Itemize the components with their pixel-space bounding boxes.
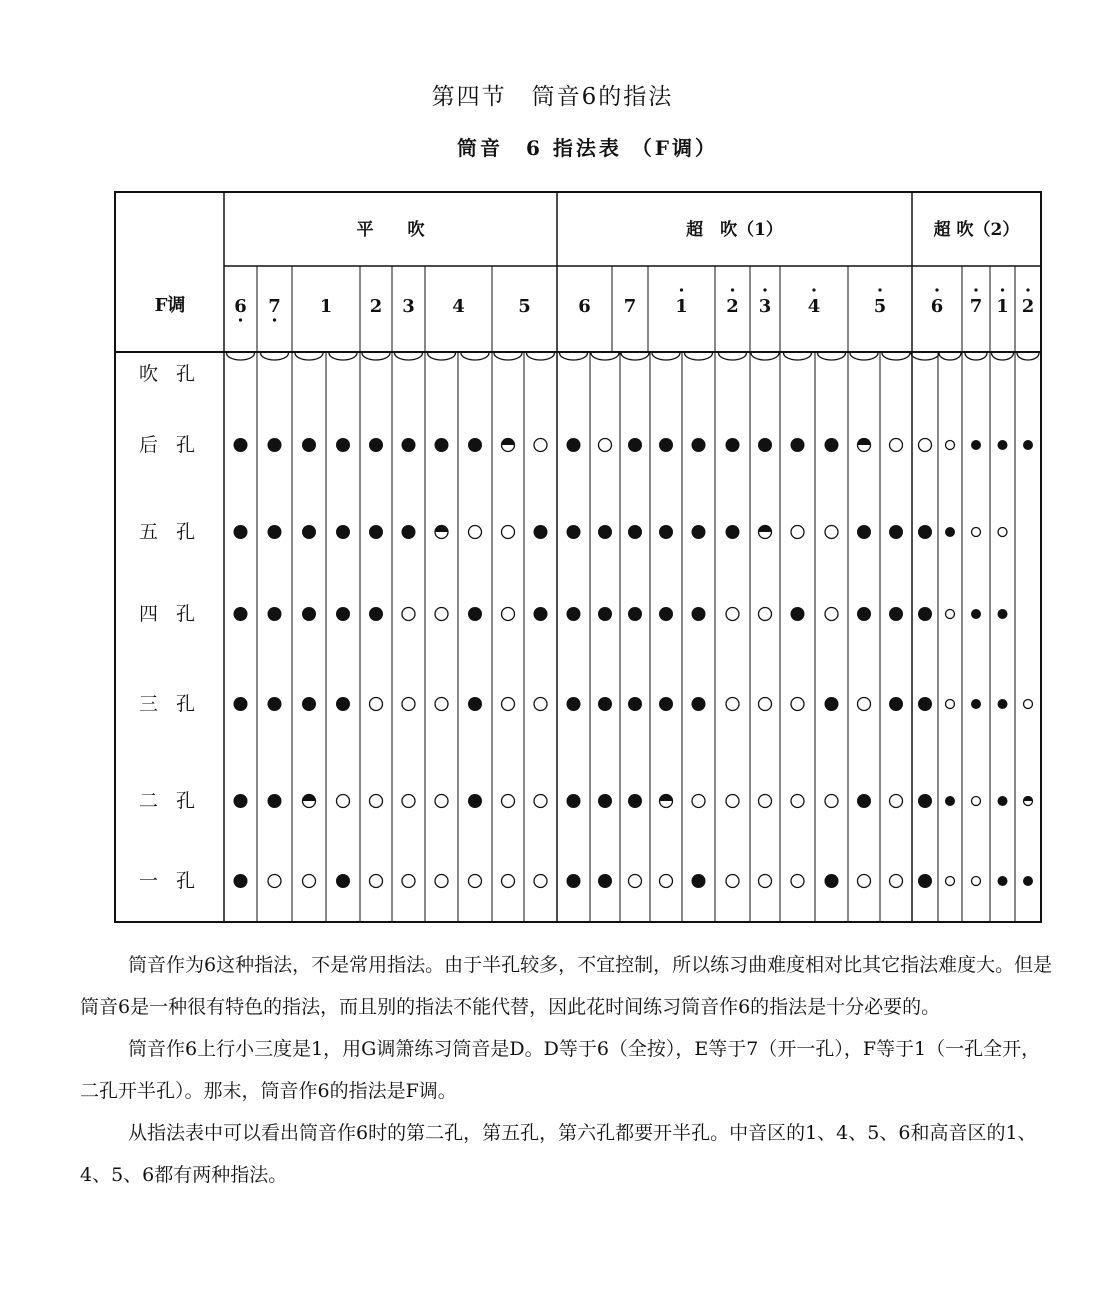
blow-hole-mark <box>818 353 846 360</box>
open-hole-mark <box>402 875 415 888</box>
half-hole-fill <box>435 526 448 533</box>
closed-hole-mark <box>659 607 673 621</box>
open-hole-mark <box>726 795 739 808</box>
blow-hole-mark <box>560 353 588 360</box>
closed-hole-mark <box>825 438 839 452</box>
high-octave-dot <box>974 288 977 291</box>
half-hole-fill <box>502 439 515 446</box>
closed-hole-mark <box>336 438 350 452</box>
open-hole-mark <box>469 526 482 539</box>
closed-hole-mark <box>918 525 932 539</box>
blow-hole-mark <box>591 353 619 360</box>
open-hole-mark <box>759 875 772 888</box>
closed-hole-mark <box>234 794 248 808</box>
note-label: 6 <box>930 296 944 317</box>
closed-hole-mark <box>918 874 932 888</box>
note-label: 5 <box>873 296 887 317</box>
row-label: 吹 孔 <box>138 363 202 385</box>
open-hole-mark <box>759 698 772 711</box>
high-octave-dot <box>1001 288 1004 291</box>
closed-hole-mark <box>336 607 350 621</box>
blow-hole-mark <box>395 353 423 360</box>
open-hole-mark <box>534 439 547 452</box>
closed-hole-mark <box>234 438 248 452</box>
blow-hole-mark <box>719 353 747 360</box>
closed-hole-mark <box>567 525 581 539</box>
open-hole-mark <box>534 795 547 808</box>
group-label: 超 吹（2） <box>933 220 1020 240</box>
closed-hole-mark <box>369 607 383 621</box>
open-hole-mark <box>726 698 739 711</box>
open-hole-mark <box>998 528 1007 537</box>
closed-hole-mark <box>628 697 642 711</box>
closed-hole-mark <box>758 438 772 452</box>
low-octave-dot <box>239 318 242 321</box>
open-hole-mark <box>759 795 772 808</box>
note-label: 7 <box>969 296 983 317</box>
open-hole-mark <box>502 526 515 539</box>
open-hole-mark <box>919 439 932 452</box>
open-hole-mark <box>946 441 955 450</box>
closed-hole-mark <box>435 438 449 452</box>
closed-hole-mark <box>598 794 612 808</box>
open-hole-mark <box>858 698 871 711</box>
closed-hole-mark <box>268 697 282 711</box>
note-label: 2 <box>369 296 383 317</box>
row-label: 三 孔 <box>138 693 202 715</box>
blow-hole-mark <box>295 353 323 360</box>
blow-hole-mark <box>751 353 779 360</box>
paragraph-3: 从指法表中可以看出筒音作6时的第二孔，第五孔，第六孔都要开半孔。中音区的1、4、5、6和高音区的1、4、5、6都有两种指法。 <box>80 1122 1037 1186</box>
closed-hole-mark <box>402 525 416 539</box>
closed-hole-mark <box>692 438 706 452</box>
note-label: 6 <box>578 296 591 317</box>
open-hole-mark <box>890 795 903 808</box>
paragraph-2: 筒音作6上行小三度是1，用G调箫练习筒音是D。D等于6（全按），E等于7（开一孔），F等于1（一孔全开，二孔开半孔）。那末，筒音作6的指法是F调。 <box>80 1038 1041 1102</box>
open-hole-mark <box>370 698 383 711</box>
open-hole-mark <box>972 528 981 537</box>
closed-hole-mark <box>336 874 350 888</box>
open-hole-mark <box>791 795 804 808</box>
closed-hole-mark <box>998 876 1008 886</box>
note-label: 1 <box>996 296 1009 317</box>
closed-hole-mark <box>336 525 350 539</box>
closed-hole-mark <box>918 697 932 711</box>
note-label: 4 <box>807 296 821 317</box>
closed-hole-mark <box>302 697 316 711</box>
closed-hole-mark <box>234 697 248 711</box>
closed-hole-mark <box>692 697 706 711</box>
open-hole-mark <box>469 875 482 888</box>
closed-hole-mark <box>726 525 740 539</box>
blow-hole-mark <box>261 353 289 360</box>
key-label: F调 <box>154 295 186 316</box>
closed-hole-mark <box>302 438 316 452</box>
closed-hole-mark <box>534 525 548 539</box>
note-label: 1 <box>319 296 333 317</box>
group-label: 平 吹 <box>356 220 425 240</box>
open-hole-mark <box>435 875 448 888</box>
closed-hole-mark <box>468 697 482 711</box>
open-hole-mark <box>972 797 981 806</box>
closed-hole-mark <box>468 794 482 808</box>
closed-hole-mark <box>692 525 706 539</box>
open-hole-mark <box>337 795 350 808</box>
row-label: 五 孔 <box>138 521 202 543</box>
closed-hole-mark <box>659 525 673 539</box>
open-hole-mark <box>502 608 515 621</box>
closed-hole-mark <box>234 607 248 621</box>
open-hole-mark <box>370 875 383 888</box>
closed-hole-mark <box>825 697 839 711</box>
open-hole-mark <box>726 875 739 888</box>
blow-hole-mark <box>784 353 812 360</box>
note-label: 3 <box>758 296 772 317</box>
open-hole-mark <box>402 698 415 711</box>
open-hole-mark <box>890 875 903 888</box>
note-label: 6 <box>234 296 247 317</box>
closed-hole-mark <box>791 438 805 452</box>
open-hole-mark <box>402 795 415 808</box>
open-hole-mark <box>502 875 515 888</box>
note-label: 2 <box>726 296 739 317</box>
note-label: 7 <box>268 296 281 317</box>
open-hole-mark <box>303 875 316 888</box>
open-hole-mark <box>692 795 705 808</box>
blow-hole-mark <box>1017 353 1039 360</box>
high-octave-dot <box>1026 288 1029 291</box>
note-label: 2 <box>1021 296 1035 317</box>
closed-hole-mark <box>971 609 981 619</box>
closed-hole-mark <box>659 438 673 452</box>
closed-hole-mark <box>534 607 548 621</box>
closed-hole-mark <box>998 796 1008 806</box>
row-label: 一 孔 <box>138 870 202 892</box>
low-octave-dot <box>273 318 276 321</box>
blow-hole-mark <box>685 353 713 360</box>
open-hole-mark <box>972 877 981 886</box>
open-hole-mark <box>435 795 448 808</box>
open-hole-mark <box>825 795 838 808</box>
note-label: 5 <box>518 296 531 317</box>
body-text <box>80 944 1055 1196</box>
closed-hole-mark <box>971 699 981 709</box>
blow-hole-mark <box>882 353 910 360</box>
open-hole-mark <box>402 608 415 621</box>
closed-hole-mark <box>628 438 642 452</box>
closed-hole-mark <box>659 697 673 711</box>
closed-hole-mark <box>857 794 871 808</box>
closed-hole-mark <box>567 607 581 621</box>
closed-hole-mark <box>692 607 706 621</box>
open-hole-mark <box>268 875 281 888</box>
closed-hole-mark <box>369 438 383 452</box>
blow-hole-mark <box>227 353 255 360</box>
group-label: 超 吹（1） <box>686 220 783 240</box>
open-hole-mark <box>825 526 838 539</box>
open-hole-mark <box>502 795 515 808</box>
closed-hole-mark <box>567 438 581 452</box>
note-label: 3 <box>402 296 415 317</box>
closed-hole-mark <box>268 607 282 621</box>
closed-hole-mark <box>889 697 903 711</box>
note-label: 1 <box>675 296 688 317</box>
closed-hole-mark <box>692 874 706 888</box>
blow-hole-mark <box>428 353 456 360</box>
closed-hole-mark <box>468 607 482 621</box>
half-hole-fill <box>303 795 316 802</box>
closed-hole-mark <box>628 525 642 539</box>
closed-hole-mark <box>726 438 740 452</box>
paragraph-1: 筒音作为6这种指法，不是常用指法。由于半孔较多，不宜控制，所以练习曲难度相对比其它指法难度大。但是筒音6是一种很有特色的指法，而且别的指法不能代替，因此花时间练习筒音作6的指法是十分必要的。 <box>80 954 1053 1018</box>
open-hole-mark <box>599 439 612 452</box>
closed-hole-mark <box>567 697 581 711</box>
blow-hole-mark <box>494 353 522 360</box>
open-hole-mark <box>946 877 955 886</box>
blow-hole-mark <box>527 353 555 360</box>
blow-hole-mark <box>362 353 390 360</box>
open-hole-mark <box>726 608 739 621</box>
half-hole-fill <box>660 795 673 802</box>
closed-hole-mark <box>1023 876 1033 886</box>
open-hole-mark <box>759 608 772 621</box>
blow-hole-mark <box>965 353 987 360</box>
closed-hole-mark <box>918 607 932 621</box>
closed-hole-mark <box>567 794 581 808</box>
open-hole-mark <box>1024 700 1033 709</box>
open-hole-mark <box>660 875 673 888</box>
note-label: 4 <box>452 296 465 317</box>
closed-hole-mark <box>889 525 903 539</box>
note-label: 7 <box>623 296 637 317</box>
closed-hole-mark <box>918 794 932 808</box>
closed-hole-mark <box>825 874 839 888</box>
closed-hole-mark <box>857 607 871 621</box>
closed-hole-mark <box>598 697 612 711</box>
blow-hole-mark <box>461 353 489 360</box>
open-hole-mark <box>534 698 547 711</box>
open-hole-mark <box>791 698 804 711</box>
open-hole-mark <box>890 439 903 452</box>
closed-hole-mark <box>598 874 612 888</box>
closed-hole-mark <box>302 607 316 621</box>
open-hole-mark <box>534 875 547 888</box>
high-octave-dot <box>680 288 683 291</box>
open-hole-mark <box>435 698 448 711</box>
closed-hole-mark <box>268 438 282 452</box>
row-label: 后 孔 <box>138 434 202 456</box>
blow-hole-mark <box>329 353 357 360</box>
half-hole-fill <box>858 439 871 446</box>
open-hole-mark <box>946 610 955 619</box>
closed-hole-mark <box>857 525 871 539</box>
closed-hole-mark <box>628 794 642 808</box>
row-label: 二 孔 <box>138 790 202 812</box>
high-octave-dot <box>731 288 734 291</box>
closed-hole-mark <box>998 440 1008 450</box>
closed-hole-mark <box>791 607 805 621</box>
closed-hole-mark <box>234 874 248 888</box>
closed-hole-mark <box>971 440 981 450</box>
open-hole-mark <box>825 608 838 621</box>
open-hole-mark <box>791 875 804 888</box>
blow-hole-mark <box>911 353 939 360</box>
closed-hole-mark <box>468 438 482 452</box>
closed-hole-mark <box>598 607 612 621</box>
closed-hole-mark <box>628 607 642 621</box>
closed-hole-mark <box>598 525 612 539</box>
blow-hole-mark <box>621 353 649 360</box>
half-hole-fill <box>759 526 772 533</box>
high-octave-dot <box>763 288 766 291</box>
closed-hole-mark <box>945 796 955 806</box>
closed-hole-mark <box>234 525 248 539</box>
closed-hole-mark <box>402 438 416 452</box>
open-hole-mark <box>629 875 642 888</box>
high-octave-dot <box>878 288 881 291</box>
high-octave-dot <box>812 288 815 291</box>
closed-hole-mark <box>369 525 383 539</box>
closed-hole-mark <box>889 607 903 621</box>
open-hole-mark <box>370 795 383 808</box>
closed-hole-mark <box>945 527 955 537</box>
blow-hole-mark <box>850 353 878 360</box>
closed-hole-mark <box>302 525 316 539</box>
high-octave-dot <box>935 288 938 291</box>
open-hole-mark <box>858 875 871 888</box>
closed-hole-mark <box>268 525 282 539</box>
closed-hole-mark <box>268 794 282 808</box>
closed-hole-mark <box>998 609 1008 619</box>
open-hole-mark <box>791 526 804 539</box>
closed-hole-mark <box>336 697 350 711</box>
open-hole-mark <box>946 700 955 709</box>
blow-hole-mark <box>652 353 680 360</box>
table-title: 筒音 6 指法表 （F调） <box>456 136 719 160</box>
closed-hole-mark <box>567 874 581 888</box>
open-hole-mark <box>435 608 448 621</box>
blow-hole-mark <box>992 353 1014 360</box>
open-hole-mark <box>502 698 515 711</box>
row-label: 四 孔 <box>138 603 202 625</box>
section-title: 第四节 筒音6的指法 <box>431 84 674 110</box>
closed-hole-mark <box>998 699 1008 709</box>
closed-hole-mark <box>1023 440 1033 450</box>
blow-hole-mark <box>939 353 961 360</box>
